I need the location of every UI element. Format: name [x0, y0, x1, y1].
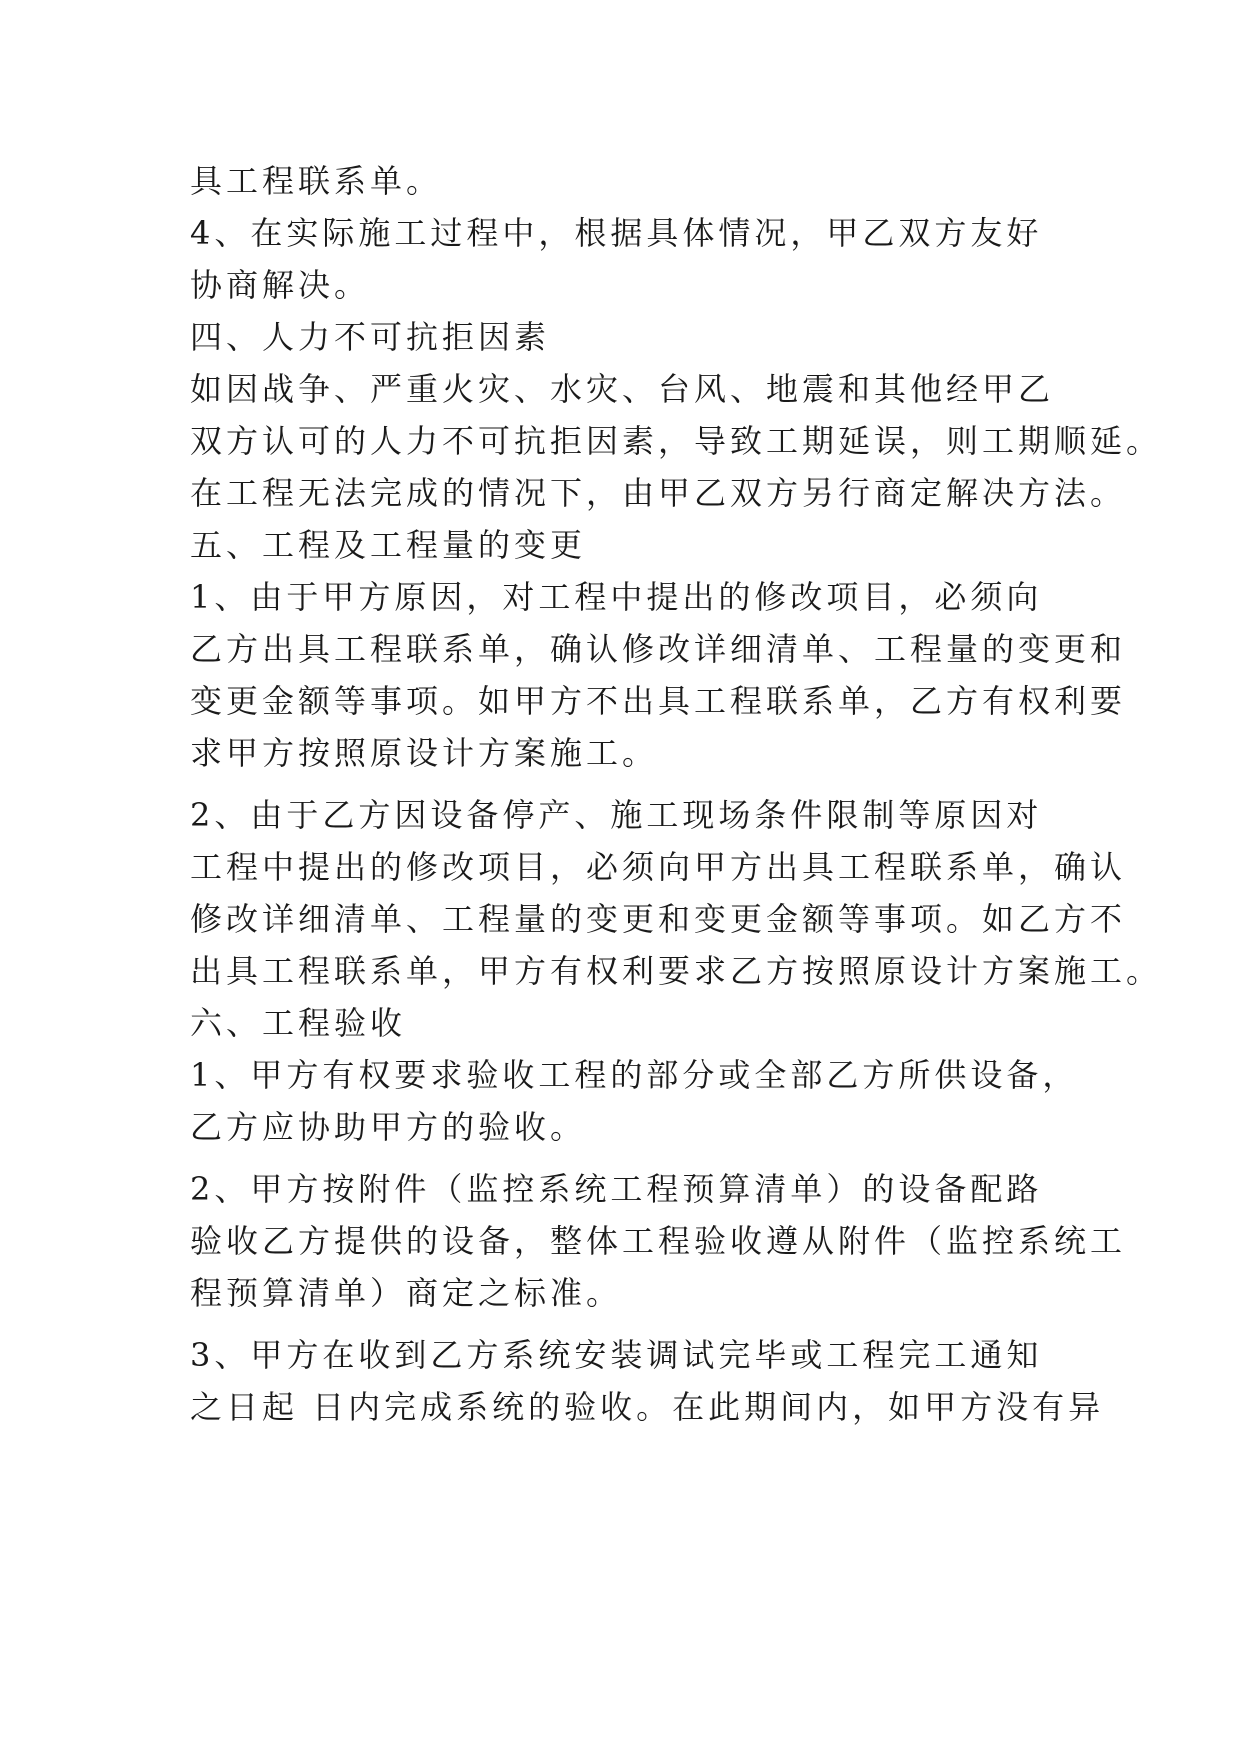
- text-line: 如因战争、严重火灾、水灾、台风、地震和其他经甲乙: [190, 370, 1055, 408]
- text-line: 之日起 日内完成系统的验收。在此期间内，如甲方没有异: [190, 1388, 1105, 1426]
- section-heading: 五、工程及工程量的变更: [190, 526, 587, 564]
- section-heading: 六、工程验收: [190, 1004, 407, 1042]
- text-line: 出具工程联系单，甲方有权利要求乙方按照原设计方案施工。: [190, 952, 1163, 990]
- text-line: 双方认可的人力不可抗拒因素，导致工期延误，则工期顺延。: [190, 422, 1163, 460]
- text-line: 1、甲方有权要求验收工程的部分或全部乙方所供设备，: [190, 1056, 1079, 1094]
- text-line: 修改详细清单、工程量的变更和变更金额等事项。如乙方不: [190, 900, 1127, 938]
- text-line: 程预算清单）商定之标准。: [190, 1274, 623, 1312]
- text-line: 3、甲方在收到乙方系统安装调试完毕或工程完工通知: [190, 1336, 1043, 1374]
- text-line: 工程中提出的修改项目，必须向甲方出具工程联系单，确认: [190, 848, 1127, 886]
- text-line: 乙方应协助甲方的验收。: [190, 1108, 587, 1146]
- text-line: 2、由于乙方因设备停产、施工现场条件限制等原因对: [190, 796, 1043, 834]
- text-line: 验收乙方提供的设备，整体工程验收遵从附件（监控系统工: [190, 1222, 1127, 1260]
- text-line: 4、在实际施工过程中，根据具体情况，甲乙双方友好: [190, 214, 1043, 252]
- text-line: 求甲方按照原设计方案施工。: [190, 734, 659, 772]
- text-line: 协商解决。: [190, 266, 371, 304]
- text-line: 2、甲方按附件（监控系统工程预算清单）的设备配路: [190, 1170, 1043, 1208]
- text-line: 具工程联系单。: [190, 162, 443, 200]
- body-text: [190, 155, 1163, 1433]
- text-line: 在工程无法完成的情况下，由甲乙双方另行商定解决方法。: [190, 474, 1127, 512]
- text-line: 变更金额等事项。如甲方不出具工程联系单，乙方有权利要: [190, 682, 1127, 720]
- section-heading: 四、人力不可抗拒因素: [190, 318, 551, 356]
- text-line: 1、由于甲方原因，对工程中提出的修改项目，必须向: [190, 578, 1043, 616]
- text-line: 乙方出具工程联系单，确认修改详细清单、工程量的变更和: [190, 630, 1127, 668]
